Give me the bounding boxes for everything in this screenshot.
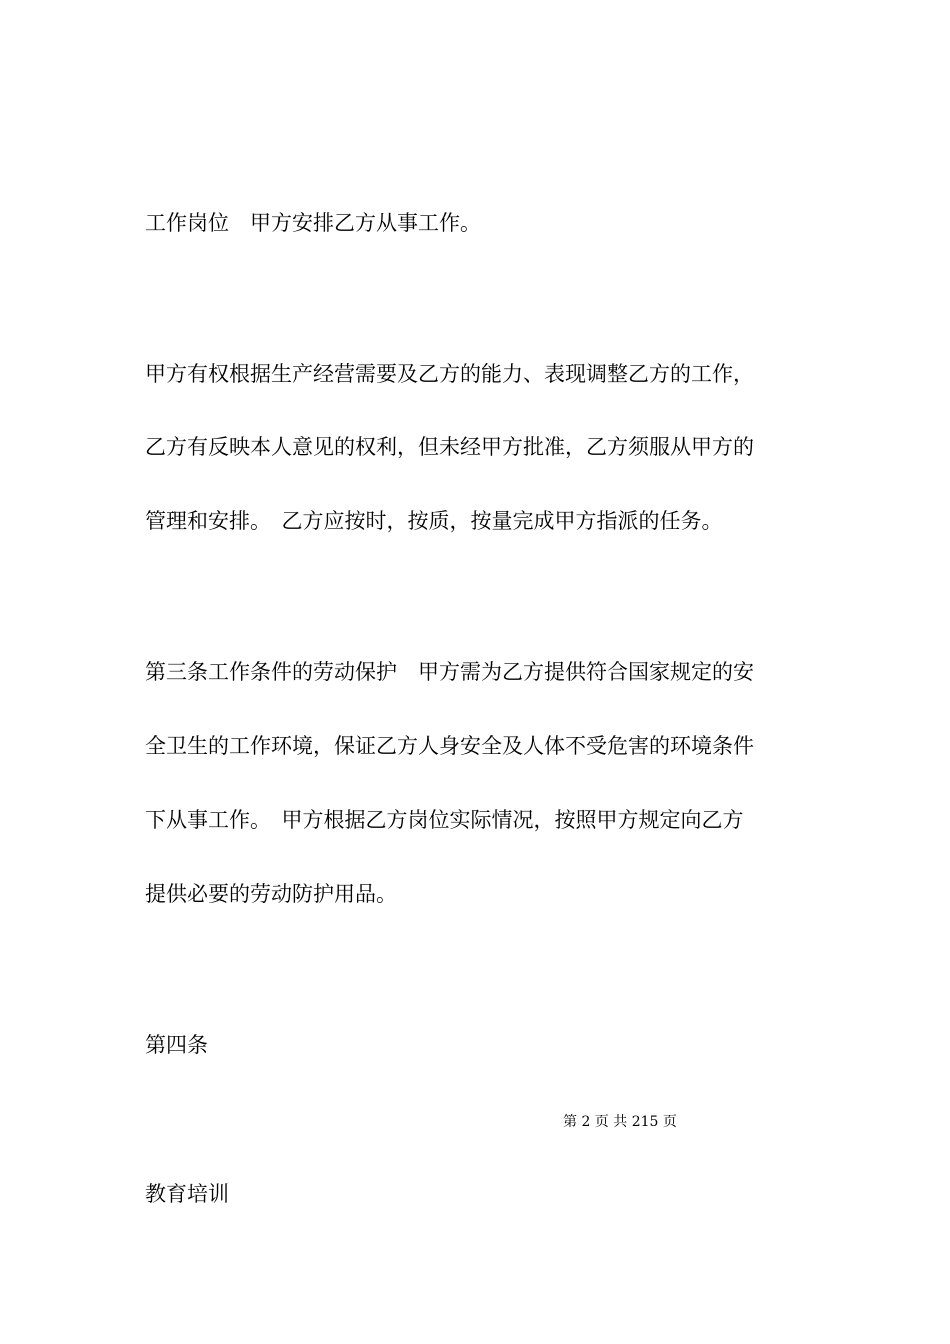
paragraph-line: 乙方有反映本人意见的权利，但未经甲方批准，乙方须服从甲方的 <box>145 435 754 459</box>
page-number-footer: 第 2 页 共 215 页 <box>563 1114 677 1130</box>
paragraph-line: 管理和安排。 乙方应按时，按质，按量完成甲方指派的任务。 <box>145 509 723 533</box>
paragraph-line: 提供必要的劳动防护用品。 <box>145 882 397 906</box>
education-training-heading: 教育培训 <box>145 1182 229 1206</box>
paragraph-line: 甲方有权根据生产经营需要及乙方的能力、表现调整乙方的工作， <box>145 362 754 386</box>
work-position-line: 工作岗位 甲方安排乙方从事工作。 <box>145 211 481 235</box>
article-three-line: 第三条工作条件的劳动保护 甲方需为乙方提供符合国家规定的安 <box>145 660 754 684</box>
article-four-heading: 第四条 <box>145 1033 208 1057</box>
paragraph-line: 下从事工作。 甲方根据乙方岗位实际情况，按照甲方规定向乙方 <box>145 808 744 832</box>
paragraph-line: 全卫生的工作环境，保证乙方人身安全及人体不受危害的环境条件 <box>145 734 754 758</box>
